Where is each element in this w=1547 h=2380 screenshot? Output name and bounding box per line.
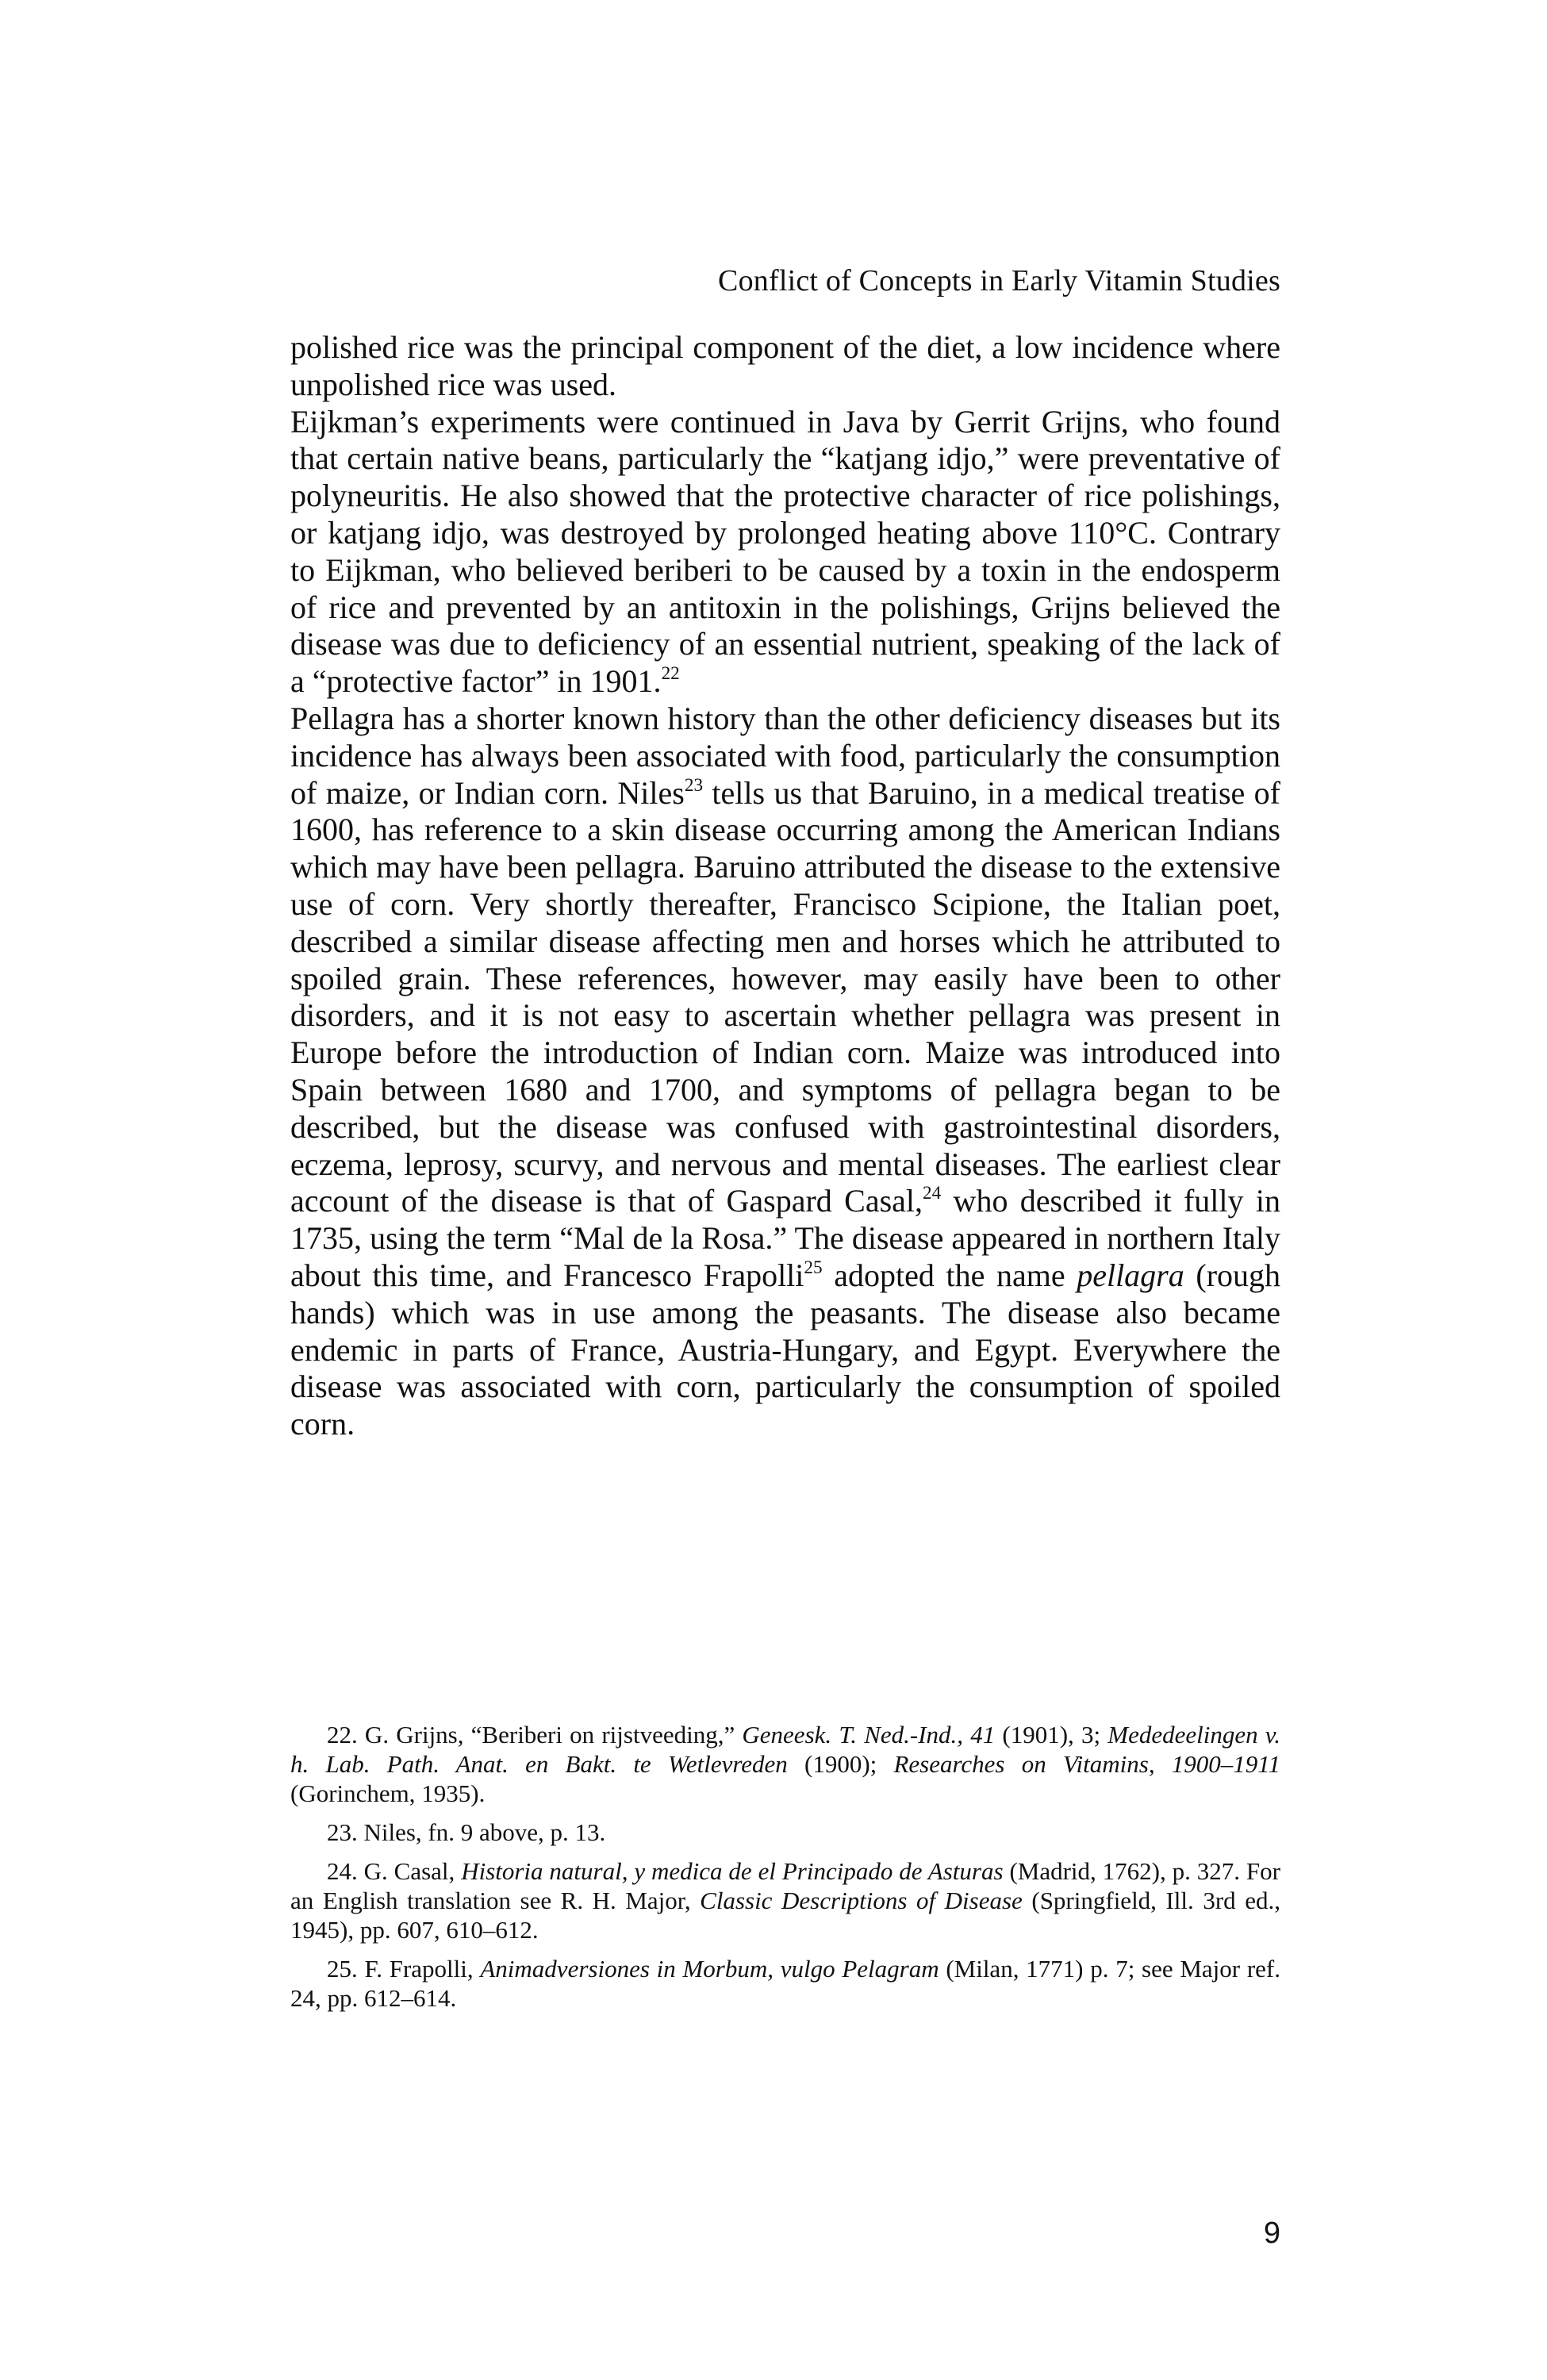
footnote-22-mededeelingen: Mededeelingen v. h. Lab. Path. Anat. en Bakt. te Wetlevreden <box>290 1721 1280 1778</box>
paragraph-pellagra-part-3: who described it fully in 1735, using the term “Mal de la Rosa.” The disease appeared in northern Italy about this time, and Francesco Frapolli <box>290 1183 1280 1293</box>
main-text <box>290 329 1280 1443</box>
footnote-23: 23. Niles, fn. 9 above, p. 13. <box>327 1818 606 1846</box>
footnote-22-part-a: 22. G. Grijns, “Beriberi on rijstveeding,” <box>327 1721 743 1749</box>
footnote-ref-23: 23 <box>684 774 704 796</box>
footnote-ref-24: 24 <box>923 1183 942 1204</box>
footnote-22-part-c: (1901), 3; <box>995 1721 1108 1749</box>
footnote-25-part-c: (Milan, 1771) p. 7; see Major ref. 24, pp. 612–614. <box>290 1955 1281 2012</box>
footnote-25 <box>290 1954 1280 2013</box>
paragraph-pellagra-part-1: Pellagra has a shorter known history than the other deficiency diseases but its incidence has always been associated with food, particularly the consumption of maize, or Indian corn. Niles <box>290 700 1280 811</box>
footnote-24-classic-descriptions: Classic Descriptions of Disease <box>700 1887 1023 1914</box>
running-head <box>290 262 1280 300</box>
page-number-value: 9 <box>1263 2217 1280 2250</box>
footnote-22 <box>290 1720 1280 1808</box>
footnote-24 <box>290 1856 1280 1944</box>
footnote-24-historia: Historia natural, y medica de el Principado de Asturas <box>461 1857 1004 1885</box>
paragraph-pellagra-part-4: adopted the name <box>822 1257 1077 1293</box>
paragraph-eijkman-grijns-text: Eijkman’s experiments were continued in Java by Gerrit Grijns, who found that certain native beans, particularly the “katjang idjo,” were preventative of polyneuritis. He also showed that the protective character of rice polishings, or katjang idjo, was destroyed by prolonged heating above 110°C. Contrary to Eijkman, who believed beriberi to be caused by a toxin in the endosperm of rice and prevented by an antitoxin in the polishings, Grijns believed the disease was due to deficiency of an essential nutrient, speaking of the lack of a “protective factor” in 1901. <box>290 403 1280 700</box>
paragraph-pellagra-history <box>290 701 1280 1443</box>
running-title: Conflict of Concepts in Early Vitamin Studies <box>718 264 1280 298</box>
footnote-22-journal: Geneesk. T. Ned.-Ind., 41 <box>742 1721 996 1749</box>
footnote-24-part-c: (Madrid, 1762), p. 327. For an English translation see R. H. Major, <box>290 1857 1280 1914</box>
page-number <box>1192 2215 1280 2251</box>
footnotes <box>290 1720 1280 2022</box>
footnote-ref-22: 22 <box>661 662 680 684</box>
footnote-25-animadversiones: Animadversiones in Morbum, vulgo Pelagram <box>480 1955 939 1983</box>
footnote-24-part-a: 24. G. Casal, <box>327 1857 462 1885</box>
footnote-25-part-a: 25. F. Frapolli, <box>327 1955 481 1983</box>
footnote-22-researches: Researches on Vitamins, 1900–1911 <box>893 1750 1280 1778</box>
paragraph-polished-rice: polished rice was the principal component of the diet, a low incidence where unpolished rice was used. <box>290 329 1280 402</box>
paragraph-pellagra-part-2: tells us that Baruino, in a medical treatise of 1600, has reference to a skin disease occurring among the American Indians which may have been pellagra. Baruino attributed the disease to the extensive use of corn. Very shortly thereafter, Francisco Scipione, the Italian poet, described a similar disease affecting men and horses which he attributed to spoiled grain. These references, however, may easily have been to other disorders, and it is not easy to ascertain whether pellagra was present in Europe before the introduction of Indian corn. Maize was introduced into Spain between 1680 and 1700, and symptoms of pellagra began to be described, but the disease was confused with gastrointestinal disorders, eczema, leprosy, scurvy, and nervous and mental diseases. The earliest clear account of the disease is that of Gaspard Casal, <box>290 774 1280 1219</box>
footnote-ref-25: 25 <box>804 1257 823 1278</box>
pellagra-italic-term: pellagra <box>1077 1257 1184 1293</box>
paragraph-eijkman-grijns <box>290 404 1280 701</box>
footnote-22-part-e: (1900); <box>787 1750 894 1778</box>
footnote-24-part-e: (Springfield, Ill. 3rd ed., 1945), pp. 607, 610–612. <box>290 1887 1280 1944</box>
paragraph-pellagra-part-5: (rough hands) which was in use among the peasants. The disease also became endemic in parts of France, Austria-Hungary, and Egypt. Everywhere the disease was associated with corn, particularly the consumption of spoiled corn. <box>290 1257 1281 1442</box>
footnote-22-part-g: (Gorinchem, 1935). <box>290 1779 486 1807</box>
